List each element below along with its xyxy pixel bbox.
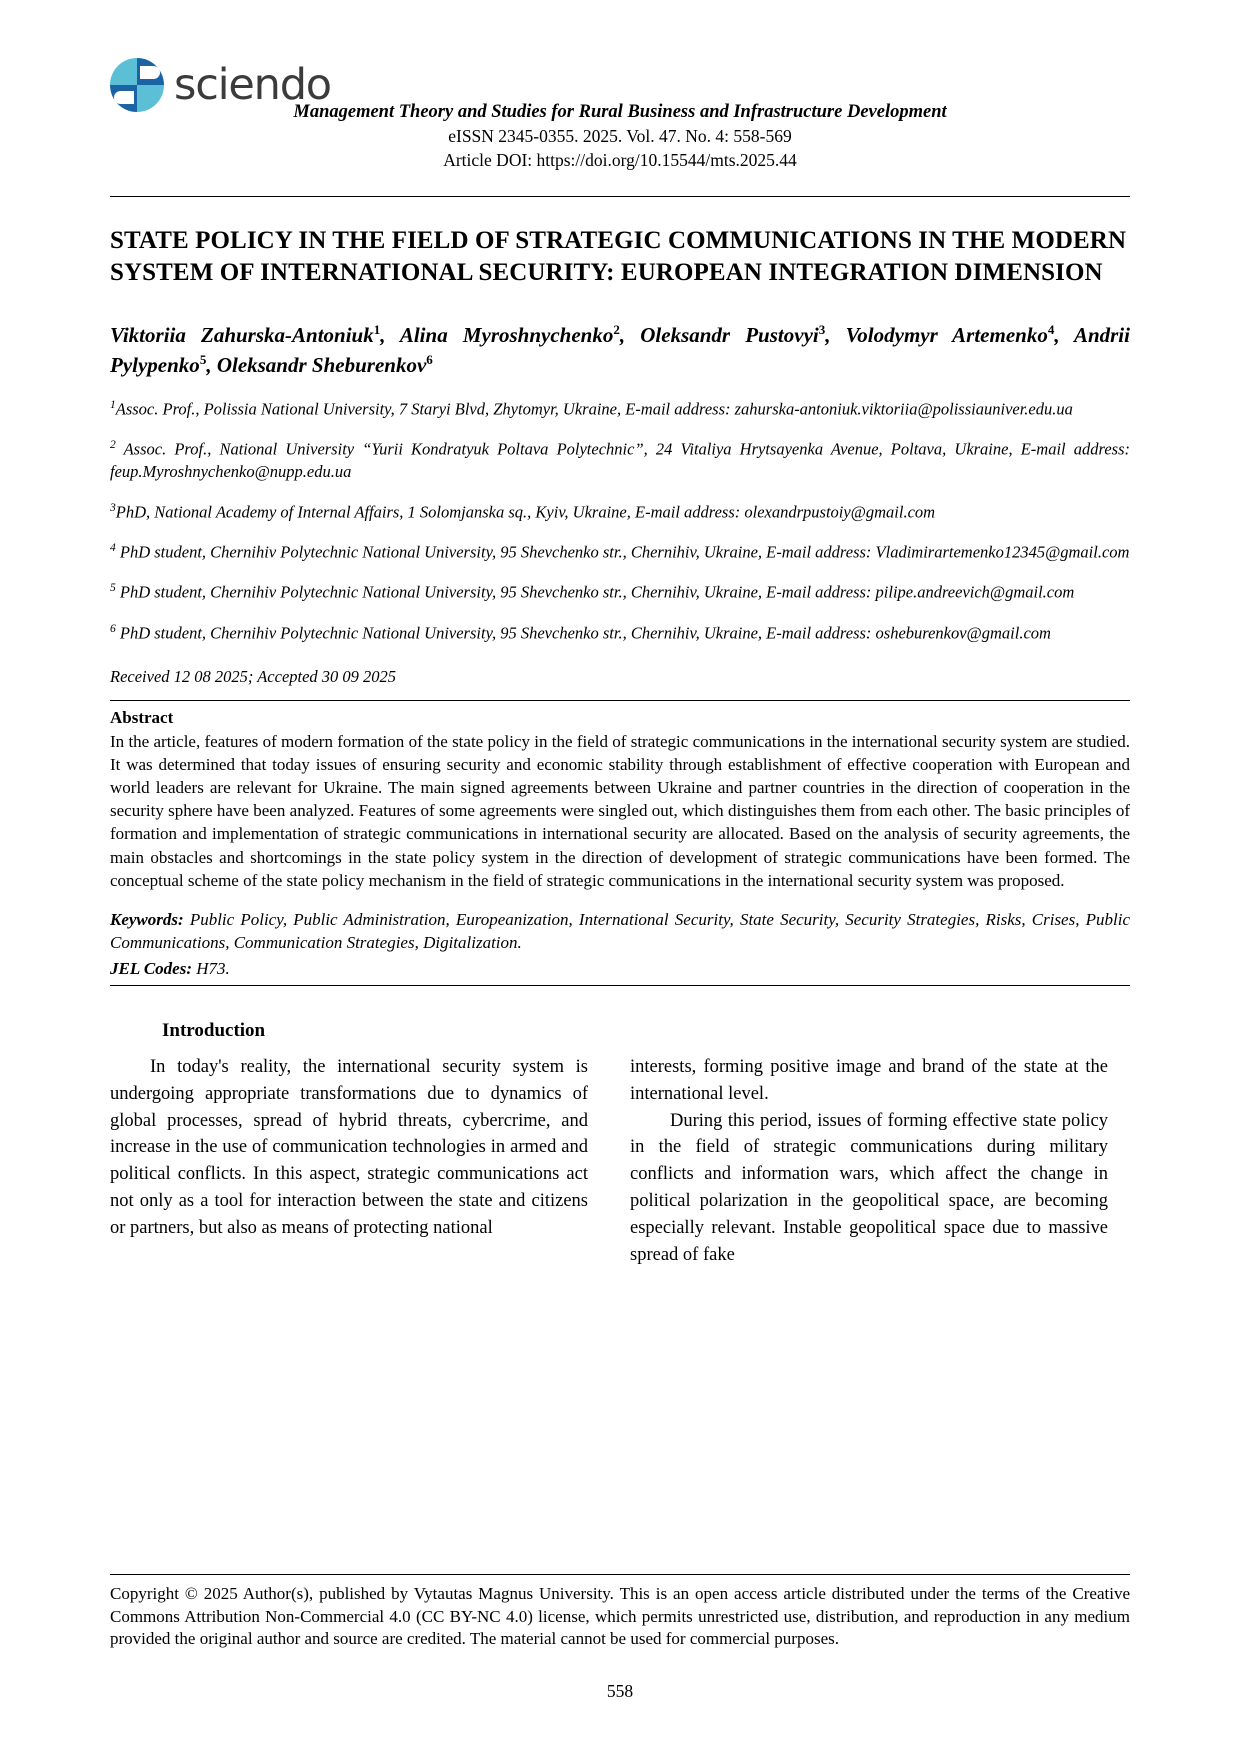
affiliation-mark: 4 — [110, 542, 116, 555]
footer-divider — [110, 1574, 1130, 1575]
author-affil-mark: 2 — [613, 322, 620, 337]
publisher-logo — [110, 58, 331, 112]
affiliation-item — [110, 501, 1130, 524]
affiliation-mark: 6 — [110, 622, 116, 635]
copyright-notice: Copyright © 2025 Author(s), published by Vytautas Magnus University. This is an open access article distributed under the terms of the Creative Commons Attribution Non-Commercial 4.0 (CC BY-NC 4.0) license, which permits unrestricted use, distribution, and reproduction in any medium provided the original author and source are credited. The material cannot be used for commercial purposes. — [110, 1584, 1130, 1649]
journal-issue: eISSN 2345-0355. 2025. Vol. 47. No. 4: 558-569 — [448, 125, 792, 146]
affiliation-item — [110, 622, 1130, 645]
author-name: Andrii Pylypenko — [110, 323, 1130, 377]
author-name: Oleksandr Pustovyi — [640, 323, 819, 347]
header-divider — [110, 196, 1130, 197]
publisher-name: sciendo — [174, 60, 331, 110]
author-affil-mark: 6 — [426, 351, 433, 367]
affiliation-mark: 5 — [110, 582, 116, 595]
author-affil-mark: 5 — [199, 351, 207, 367]
author-name: Volodymyr Artemenko — [845, 323, 1048, 347]
jel-text: H73. — [192, 958, 230, 978]
affiliation-item — [110, 438, 1130, 484]
article-dates: Received 12 08 2025; Accepted 30 09 2025 — [110, 666, 397, 686]
paragraph: interests, forming positive image and brand of the state at the international level. — [630, 1056, 1108, 1104]
affiliation-text: Assoc. Prof., National University “Yurii Kondratyuk Poltava Polytechnic”, 24 Vitaliya Hrytsayenka Avenue, Poltava, Ukraine, E-mail address: feup.Myroshnychenko@nupp.edu.ua — [110, 439, 1130, 482]
keywords — [110, 908, 1130, 954]
keywords-text: Public Policy, Public Administration, Europeanization, International Security, State Security, Security Strategies, Risks, Crises, Public Communications, Communication Strategies, Digitalization. — [110, 909, 1130, 952]
author-affil-mark: 1 — [373, 322, 381, 337]
author-affil-mark: 3 — [818, 322, 826, 337]
affiliation-item — [110, 541, 1130, 564]
body-column-right — [630, 1054, 1108, 1269]
paragraph: In today's reality, the international security system is undergoing appropriate transformations due to dynamics of global processes, spread of hybrid threats, cybercrime, and increase in the use of communication technologies in armed and political conflicts. In this aspect, strategic communications act not only as a tool for interaction between the state and citizens or partners, but also as means of protecting national — [110, 1056, 588, 1238]
keywords-label: Keywords: — [110, 909, 184, 929]
page-number: 558 — [606, 1681, 634, 1701]
abstract-heading: Abstract — [110, 707, 174, 727]
sciendo-logo-icon — [110, 58, 164, 112]
page-footer — [110, 1574, 1130, 1702]
affiliation-text: PhD student, Chernihiv Polytechnic National University, 95 Shevchenko str., Chernihiv, Ukraine, E-mail address: Vladimirartemenko12345@gmail.com — [115, 542, 1130, 562]
affiliation-item — [110, 581, 1130, 604]
author-name: Viktoriia Zahurska-Antoniuk — [110, 323, 374, 347]
abstract-text: In the article, features of modern formation of the state policy in the field of strategic communications in the international security system are studied. It was determined that today issues of ensuring security and economic stability through establishment of effective cooperation with European and world leaders are relevant for Ukraine. The main signed agreements between Ukraine and partner countries in the direction of cooperation in the security sphere have been analyzed. Features of some agreements were singled out, which distinguishes them from each other. The basic principles of formation and implementation of strategic communications in international security are allocated. Based on the analysis of security agreements, the main obstacles and shortcomings in the state policy system in the direction of development of strategic communications have been formed. The conceptual scheme of the state policy mechanism in the field of strategic communications in the international security system was proposed. — [110, 731, 1130, 890]
affiliation-text: PhD, National Academy of Internal Affairs, 1 Solomjanska sq., Kyiv, Ukraine, E-mail address: olexandrpustoiy@gmail.com — [115, 502, 936, 522]
affiliation-mark: 2 — [110, 438, 116, 451]
section-heading-introduction: Introduction — [162, 1019, 266, 1041]
jel-label: JEL Codes: — [110, 958, 193, 978]
affiliation-mark: 3 — [110, 501, 116, 514]
paragraph: During this period, issues of forming effective state policy in the field of strategic communications during military conflicts and information wars, which affect the change in political polarization in the geopolitical space, are becoming especially relevant. Instable geopolitical space due to massive spread of fake — [630, 1110, 1108, 1265]
author-name: Oleksandr Sheburenkov — [216, 352, 427, 377]
affiliation-item — [110, 398, 1130, 421]
abstract-divider-top — [110, 700, 1130, 701]
body-columns — [110, 1054, 1130, 1269]
abstract-divider-bottom — [110, 985, 1130, 986]
body-column-left — [110, 1054, 588, 1269]
affiliation-mark: 1 — [110, 398, 116, 411]
masthead — [110, 52, 1130, 182]
journal-title: Management Theory and Studies for Rural Business and Infrastructure Development — [293, 102, 947, 122]
journal-doi[interactable]: Article DOI: https://doi.org/10.15544/mts.2025.44 — [443, 149, 797, 170]
author-affil-mark: 4 — [1047, 322, 1055, 337]
affiliation-text: Assoc. Prof., Polissia National University, 7 Staryi Blvd, Zhytomyr, Ukraine, E-mail address: zahurska-antoniuk.viktoriia@polissiauniver.edu.ua — [115, 399, 1073, 419]
author-name: Alina Myroshnychenko — [399, 323, 614, 347]
page-title: STATE POLICY IN THE FIELD OF STRATEGIC COMMUNICATIONS IN THE MODERN SYSTEM OF INTERNATIONAL SECURITY: EUROPEAN INTEGRATION DIMENSION — [110, 227, 1127, 286]
affiliation-text: PhD student, Chernihiv Polytechnic National University, 95 Shevchenko str., Chernihiv, Ukraine, E-mail address: pilipe.andreevich@gmail.com — [115, 582, 1075, 602]
author-list: Viktoriia Zahurska-Antoniuk$^1$, Alina Myroshnychenko$^2$, Oleksandr Pustovyi$^3$, Volodymyr Artemenko$^4$, Andrii Pylypenko$^5$, Oleksandr Sheburenkov$^6$ — [110, 322, 1130, 377]
affiliation-text: PhD student, Chernihiv Polytechnic National University, 95 Shevchenko str., Chernihiv, Ukraine, E-mail address: osheburenkov@gmail.com — [115, 623, 1051, 643]
jel-codes — [110, 959, 1130, 979]
